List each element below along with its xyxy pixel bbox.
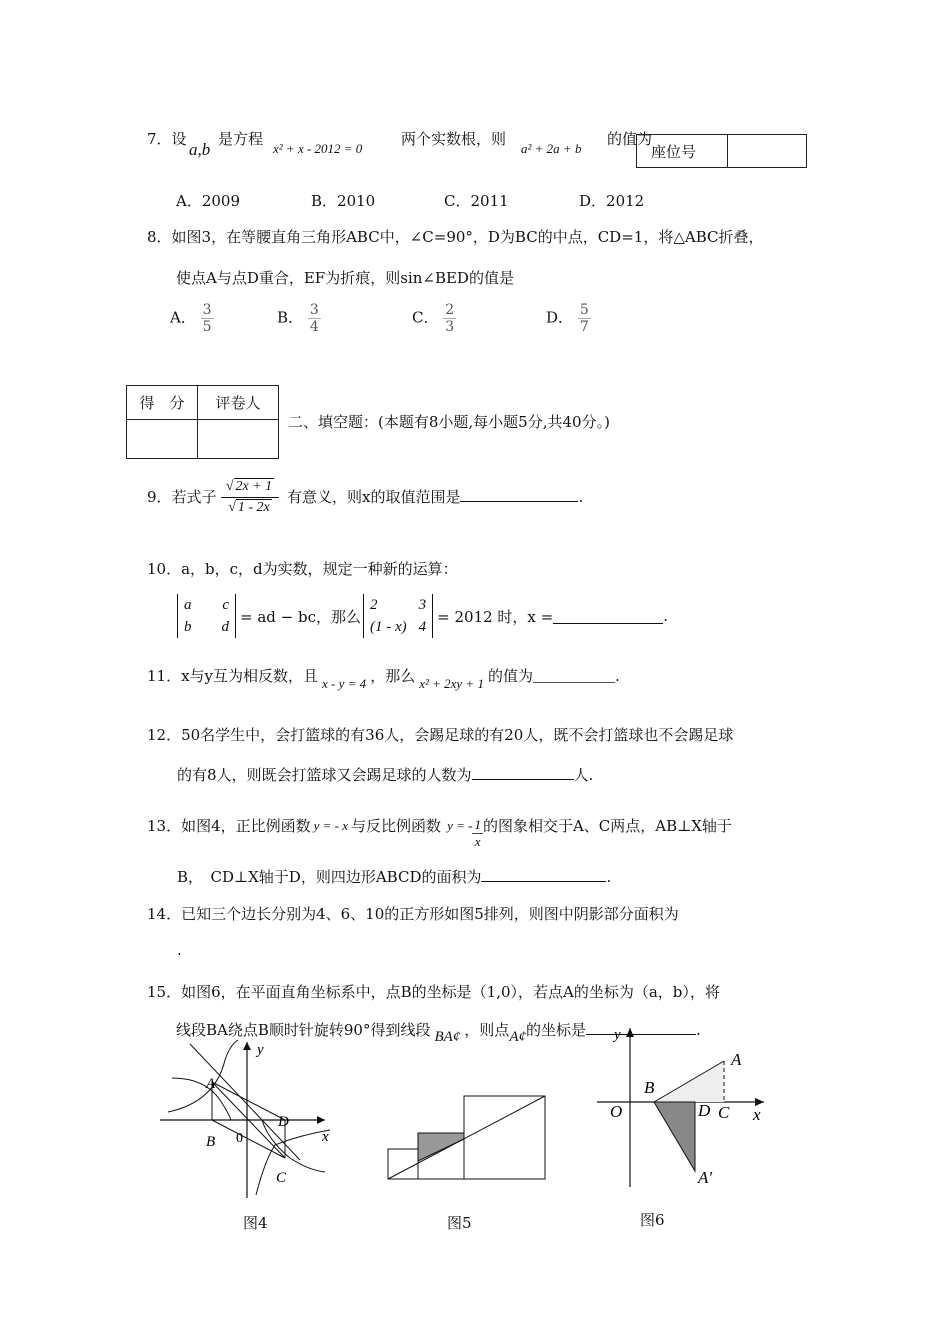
q12-answer-blank[interactable] [472,765,574,780]
label-origin: 0 [236,1131,243,1146]
q9-answer-blank[interactable] [460,487,578,502]
q9-fraction: √ 2x + 1 √ 1 - 2x [221,478,279,516]
q7-option-c: C．2011 [444,192,509,210]
q7-line: 7．设 [147,130,187,148]
label-x: x [322,1129,329,1145]
segment-ad [212,1082,285,1120]
y-axis-arrow [626,1028,634,1037]
score-table [126,385,279,459]
curve-left [172,1078,231,1120]
q11-expression: x² + 2xy + 1 [419,675,484,691]
section-2-title: 二、填空题：(本题有8小题,每小题5分,共40分。) [288,413,610,431]
figure-6 [592,1025,782,1195]
q7-expression: a² + 2a + b [521,141,582,156]
q10-eq2: = 2012 时，x = [437,607,554,626]
curve-right [262,1120,325,1172]
grader-header: 评卷人 [198,386,279,420]
square-10 [464,1096,545,1179]
label-y: y [257,1042,264,1058]
q7-equation: x² + x - 2012 = 0 [273,141,363,156]
figure-5 [385,1093,550,1183]
q7-text2: 两个实数根，则 [401,130,507,148]
q8-option-c: C． $\frac{2}{3}$ [412,302,455,335]
q9-tail: 有意义，则x的取值范围是 . [287,488,584,506]
score-cell[interactable] [127,420,198,459]
q13-line1: 13．如图4，正比例函数 y = - x 与反比例函数 y = - $\frac{1}{x}$ 的图象相交于A、C两点，AB⊥X轴于 [147,817,732,849]
q15-segment: BA¢ [434,1029,461,1045]
y-axis-arrow [243,1042,251,1050]
fraction: $\frac{3}{4}$ [309,302,319,335]
label-d: D [698,1101,711,1120]
shaded-triangle-lower [654,1102,695,1171]
seat-number-field[interactable] [727,135,806,168]
label-b: B [644,1078,655,1097]
label-a-prime: A′ [698,1168,713,1187]
q8-option-d: D． $\frac{5}{7}$ [546,302,589,335]
label-b: B [206,1134,216,1150]
q8-line1: 8．如图3，在等腰直角三角形ABC中，∠C=90°，D为BC的中点，CD=1，将△ABC折叠， [147,228,764,246]
determinant-1: a c b d [177,594,236,638]
q11-answer-blank[interactable] [533,668,615,683]
square-4 [388,1149,418,1179]
q12-line1: 12．50名学生中，会打篮球的有36人，会踢足球的有20人，既不会打篮球也不会踢足球 [147,726,734,744]
fraction: $\frac{5}{7}$ [579,302,589,335]
label-origin: O [610,1102,623,1121]
q13-answer-blank[interactable] [481,867,606,882]
hyperbola-branch-upper [168,1040,238,1112]
figure-6-caption: 图6 [640,1211,665,1229]
q8-line2: 使点A与点D重合，EF为折痕，则sin∠BED的值是 [176,269,514,287]
label-c: C [718,1103,730,1122]
x-axis-arrow [317,1116,325,1124]
label-a: A [731,1050,742,1069]
seat-number-label: 座位号 [637,135,728,168]
q7-option-d: D．2012 [579,192,645,210]
q15-point: A¢ [509,1029,526,1045]
q12-line2: 的有8人，则既会打篮球又会踢足球的人数为 人. [177,766,594,784]
fraction-bar [221,497,279,498]
figure-4-caption: 图4 [243,1214,268,1232]
label-a: A [206,1076,216,1092]
shaded-region [418,1133,464,1161]
figure-5-caption: 图5 [447,1214,472,1232]
q13-line2: B， CD⊥X轴于D，则四边形ABCD的面积为 . [177,868,612,886]
q8-option-a: A． $\frac{3}{5}$ [170,302,212,335]
q7-option-a: A．2009 [176,192,241,210]
q7-option-b: B．2010 [311,192,376,210]
label-x: x [753,1105,761,1124]
score-header: 得 分 [127,386,198,420]
q13-linear-function: y = - x [313,817,349,833]
diagonal-line [388,1096,545,1179]
grader-cell[interactable] [198,420,279,459]
q15-line2: 线段BA绕点B顺时针旋转90°得到线段 BA¢ ，则点 A¢ 的坐标是 . [176,1021,701,1045]
determinant-2: 2 3 (1 - x) 4 [363,594,433,638]
label-d: D [278,1114,289,1130]
label-c: C [276,1170,287,1186]
q8-option-b: B． $\frac{3}{4}$ [277,302,319,335]
q14-line1: 14．已知三个边长分别为4、6、10的正方形如图5排列，则图中阴影部分面积为 [147,905,679,923]
fraction: $\frac{2}{3}$ [445,302,455,335]
q10-line1: 10．a，b，c，d为实数，规定一种新的运算： [147,560,458,578]
segment-bc [212,1120,285,1158]
q13-inverse-fraction: $\frac{1}{x}$ [474,817,481,849]
figure-4 [160,1040,340,1205]
q11-line: 11．x与y互为相反数，且 x - y = 4 ，那么 x² + 2xy + 1 的值为 . [147,666,620,691]
q10-line2: a c b d = ad − bc，那么 2 3 (1 - x) 4 = 2012 时，x = . [177,594,668,638]
q7-text1: 是方程 [218,130,264,148]
q15-line1: 15．如图6，在平面直角坐标系中，点B的坐标是（1,0），若点A的坐标为（a，b），将 [147,983,720,1001]
q11-condition: x - y = 4 [322,675,367,691]
q7-text3: 的值为 [607,130,653,148]
seat-number-box [636,134,807,168]
label-y: y [614,1027,621,1043]
fraction: $\frac{3}{5}$ [202,302,212,335]
q10-eq1: = ad − bc，那么 [240,607,361,626]
q9-prefix: 9．若式子 [147,488,217,506]
q14-line2: . [177,941,182,959]
q10-answer-blank[interactable] [553,609,663,624]
q7-vars: a,b [189,140,211,159]
